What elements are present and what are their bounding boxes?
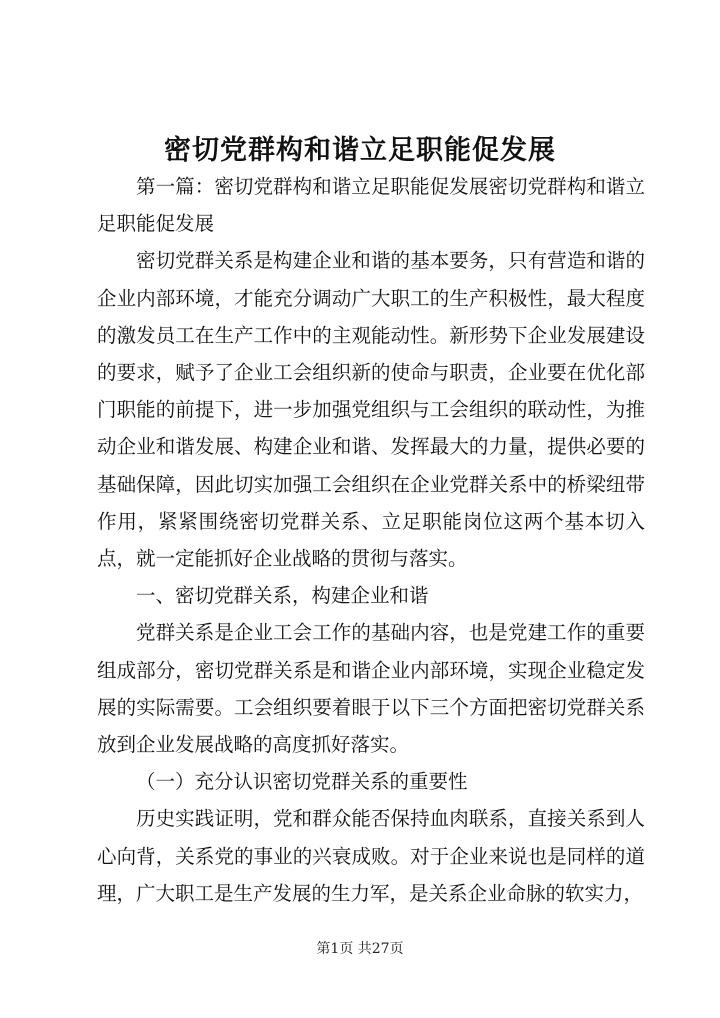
paragraph-section-1: 党群关系是企业工会工作的基础内容，也是党建工作的重要组成部分，密切党群关系是和谐企业内部环境，实现企业稳定发展的实际需要。工会组织要着眼于以下三个方面把密切党群关系放到企业发展战略的高度抓好落实。 (97, 621, 645, 757)
paragraph-intro: 密切党群关系是构建企业和谐的基本要务，只有营造和谐的企业内部环境，才能充分调动广大职工的生产积极性，最大程度的激发员工在生产工作中的主观能动性。新形势下企业发展建设的要求，赋予了企业工会组织新的使命与职责，企业要在优化部门职能的前提下，进一步加强党组织与工会组织的联动性，为推动企业和谐发展、构建企业和谐、发挥最大的力量，提供必要的基础保障，因此切实加强工会组织在企业党群关系中的桥梁纽带作用，紧紧围绕密切党群关系、立足职能岗位这两个基本切入点，就一定能抓好企业战略的贯彻与落实。 (97, 249, 645, 571)
subsection-heading-1: （一）充分认识密切党群关系的重要性 (136, 770, 468, 794)
page-footer: 第1页 共27页 (316, 941, 404, 957)
paragraph-heading-first-article: 第一篇：密切党群构和谐立足职能促发展密切党群构和谐立足职能促发展 (97, 175, 645, 236)
section-heading-1: 一、密切党群关系，构建企业和谐 (136, 584, 429, 608)
document-body (97, 168, 645, 912)
document-title: 密切党群构和谐立足职能促发展 (164, 135, 556, 166)
paragraph-subsection-1: 历史实践证明，党和群众能否保持血肉联系，直接关系到人心向背，关系党的事业的兴衰成败。对于企业来说也是同样的道理，广大职工是生产发展的生力军，是关系企业命脉的软实力， (97, 807, 645, 905)
